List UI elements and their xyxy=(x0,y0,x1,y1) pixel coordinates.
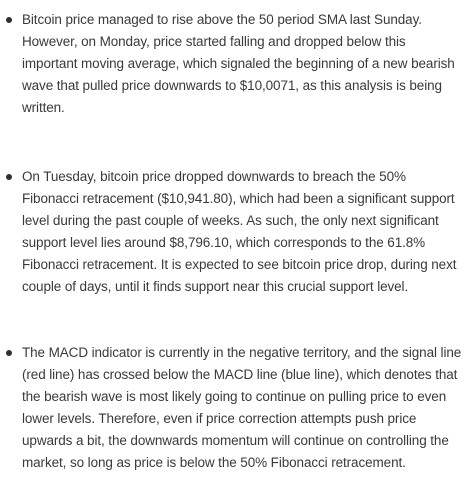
paragraph-line: level during the past couple of weeks. As such, the only next significant xyxy=(22,213,439,228)
paragraph-line: The MACD indicator is currently in the negative territory, and the signal line xyxy=(22,345,462,360)
paragraph-line: written. xyxy=(22,100,65,115)
bullet-icon xyxy=(6,174,12,180)
bullet-paragraph xyxy=(22,342,470,474)
bullet-paragraph xyxy=(22,166,470,298)
paragraph-line: Bitcoin price managed to rise above the 50 period SMA last Sunday. xyxy=(22,12,422,27)
paragraph-line: lower levels. Therefore, even if price correction attempts push price xyxy=(22,411,417,426)
paragraph-line: On Tuesday, bitcoin price dropped downwards to breach the 50% xyxy=(22,169,406,184)
paragraph-line: (red line) has crossed below the MACD line (blue line), which denotes that xyxy=(22,367,458,382)
paragraph-line: Fibonacci retracement. It is expected to see bitcoin price drop, during next xyxy=(22,257,457,272)
bullet-icon xyxy=(6,17,12,23)
paragraph-line: Fibonacci retracement ($10,941.80), which had been a significant support xyxy=(22,191,455,206)
bullet-icon xyxy=(6,350,12,356)
paragraph-line: However, on Monday, price started falling and dropped below this xyxy=(22,34,406,49)
paragraph-line: important moving average, which signaled the beginning of a new bearish xyxy=(22,56,455,71)
paragraph-line: couple of days, until it finds support near this crucial support level. xyxy=(22,279,409,294)
bullet-paragraph xyxy=(22,9,470,119)
paragraph-line: the bearish wave is most likely going to continue on pulling price to even xyxy=(22,389,447,404)
paragraph-line: support level lies around $8,796.10, which corresponds to the 61.8% xyxy=(22,235,426,250)
paragraph-line: market, so long as price is below the 50% Fibonacci retracement. xyxy=(22,455,406,470)
paragraph-line: wave that pulled price downwards to $10,0071, as this analysis is being xyxy=(22,78,442,93)
paragraph-line: upwards a bit, the downwards momentum will continue on controlling the xyxy=(22,433,449,448)
